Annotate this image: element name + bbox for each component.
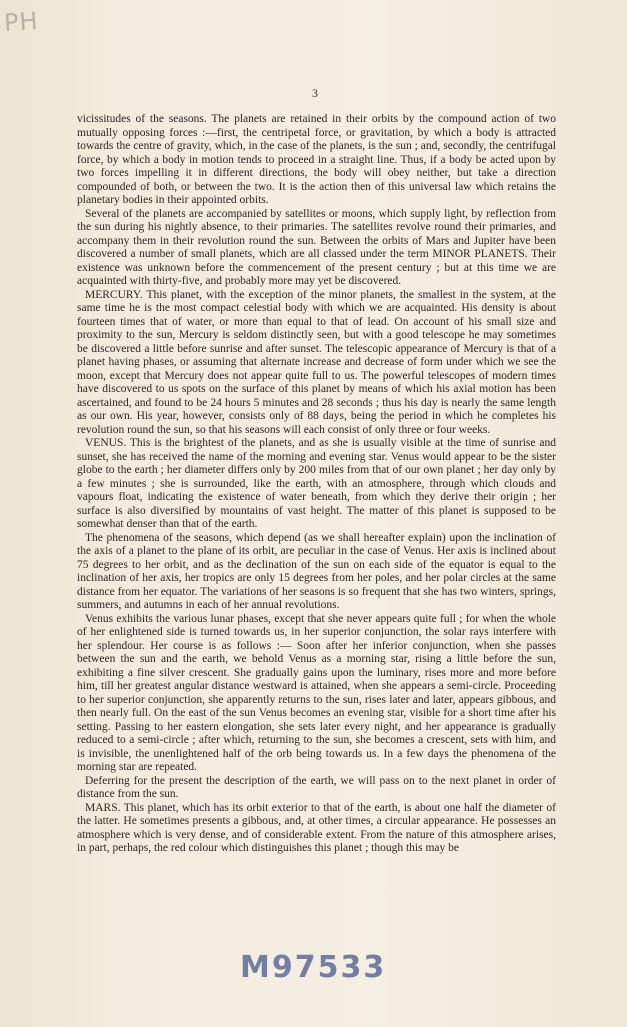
pencil-annotation: PH	[3, 6, 40, 38]
paragraph-mars	[77, 802, 556, 856]
body-text	[77, 113, 556, 856]
paragraph-text: Several of the planets are accompanied by satellites or moons, which supply light, by reflection from the sun during his nightly absence, to their primaries. The satellites revolve round their primaries, and accompany them in their revolution round the sun. Between the orbits of Mars and Jupiter have been discovered a number of small planets, which are all classed under the term MINOR PLANETS. Their existence was unknown before the commencement of the present century ; but at this time we are acquainted with thirty-five, and probably more may yet be discovered.	[77, 207, 556, 287]
section-lead: MERCURY.	[85, 288, 143, 301]
section-lead: VENUS.	[85, 437, 127, 449]
paragraph-text: This planet, which has its orbit exterior to that of the earth, is about one half the diameter of the latter. He sometimes presents a gibbous, and, at other times, a circular appearance. He possesses an atmosphere which is very dense, and of considerable extent. From the nature of this atmosphere arises, in part, perhaps, the red colour which distinguishes this planet ; though this may be	[77, 801, 556, 854]
paragraph-transition	[77, 775, 556, 802]
page-number: 3	[312, 86, 318, 100]
paragraph-text: The phenomena of the seasons, which depend (as we shall hereafter explain) upon the inclination of the axis of a planet to the plane of its orbit, are peculiar in the case of Venus. Her axis is inclined about 75 degrees to her orbit, and as the declination of the sun on each side of the equator is equal to the inclination of her axis, her tropics are only 15 degrees from her poles, and her polar circles at the same distance from her equator. The variations of her seasons is so frequent that she has two winters, springs, summers, and autumns in each of her annual revolutions.	[77, 531, 556, 611]
paragraph-text: Venus exhibits the various lunar phases, except that she never appears quite full ; for when the whole of her enlightened side is turned towards us, in her superior conjunction, the solar rays interfere with her splendour. Her course is as follows :— Soon after her inferior conjunction, when she passes between the sun and the earth, we behold Venus as a morning star, rising a little before the sun, exhibiting a fine silver crescent. She gradually gains upon the luminary, rises more and more before him, till her greatest angular distance westward is attained, when she appears a semi-circle. Proceeding to her superior conjunction, she apparently returns to the sun, rises later and later, appears gibbous, and then nearly full. On the east of the sun Venus becomes an evening star, visible for a short time after his setting. Passing to her eastern elongation, she sets later every night, and her appearance is gradually reduced to a semi-circle ; after which, returning to the sun, she becomes a crescent, sets with him, and is invisible, the unenlightened half of the orb being towards us. In a few days the phenomena of the morning star are repeated.	[77, 612, 556, 773]
paragraph-venus	[77, 437, 556, 532]
paragraph-text: This is the brightest of the planets, and as she is usually visible at the time of sunrise and sunset, she has received the name of the morning and evening star. Venus would appear to be the sister globe to the earth ; her diameter differs only by 200 miles from that of our own planet ; her day only by a few minutes ; she is surrounded, like the earth, with an atmosphere, through which clouds and vapours float, indicating the existence of water beneath, from which they derive their origin ; her surface is also diversified by mountains of vast height. The matter of this planet is supposed to be somewhat denser than that of the earth.	[77, 437, 556, 530]
paragraph-venus-seasons	[77, 532, 556, 613]
paragraph-text: Deferring for the present the description of the earth, we will pass on to the next planet in order of distance from the sun.	[77, 774, 556, 800]
paragraph-satellites	[77, 208, 556, 289]
paragraph-venus-phases	[77, 613, 556, 775]
paragraph-text: vicissitudes of the seasons. The planets are retained in their orbits by the compound action of two mutually opposing forces :—first, the centripetal force, or gravitation, by which a body is attracted towards the centre of gravity, which, in the case of the planets, is the sun ; and, secondly, the centrifugal force, by which a body in motion tends to proceed in a straight line. Thus, if a body be acted upon by two forces impelling it in different directions, the body will obey neither, but take a direction compounded of both, or between the two. It is the action then of this universal law which retains the planetary bodies in their appointed orbits.	[77, 113, 556, 206]
library-stamp: M97533	[240, 950, 387, 985]
paragraph-mercury	[77, 289, 556, 438]
paragraph-text: This planet, with the exception of the minor planets, the smallest in the system, at the same time he is the most compact celestial body with which we are acquainted. His density is about fourteen times that of water, or more than equal to that of lead. On account of his small size and proximity to the sun, Mercury is seldom distinctly seen, but with a good telescope he may sometimes be discovered a little before sunrise and after sunset. The telescopic appearance of Mercury is that of a planet having phases, or assuming that alternate increase and decrease of form under which we see the moon, except that Mercury does not appear quite full to us. The powerful telescopes of modern times have discovered to us spots on the surface of this planet by means of which his axial motion has been ascertained, and found to be 24 hours 5 minutes and 28 seconds ; thus his day is nearly the same length as our own. His year, however, consists only of 88 days, being the period in which he completes his revolution round the sun, so that his seasons will each consist of only three or four weeks.	[77, 288, 556, 436]
paragraph-orbits	[77, 113, 556, 208]
section-lead: MARS.	[85, 801, 121, 814]
